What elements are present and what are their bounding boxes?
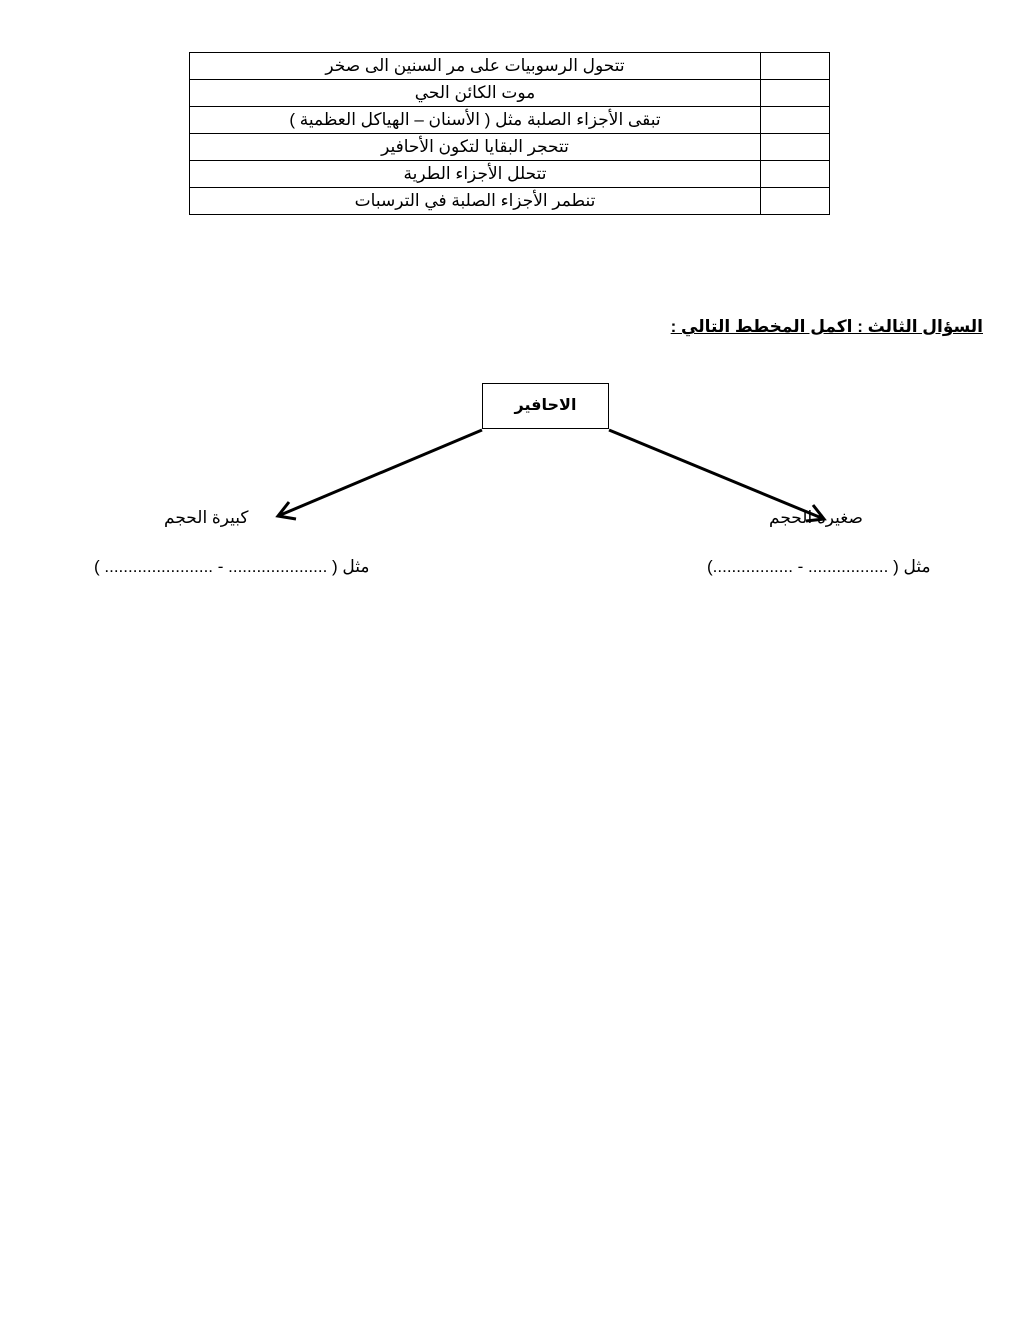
step-text: تبقى الأجزاء الصلبة مثل ( الأسنان – الهياكل العظمية ) [190,107,761,134]
step-text: تتحلل الأجزاء الطرية [190,161,761,188]
small-size-label: صغيرة الحجم [769,508,863,527]
step-text: موت الكائن الحي [190,80,761,107]
small-size-example[interactable]: مثل ( ................. - .................) [707,557,931,576]
question-three-title: السؤال الثالث : اكمل المخطط التالي : [670,317,983,336]
step-text: تتحجر البقايا لتكون الأحافير [190,134,761,161]
large-size-example[interactable]: مثل ( ..................... - ....................... ) [94,557,370,576]
fossils-root-box: الاحافير [482,383,609,429]
left-arrow [278,430,482,519]
step-text: تتحول الرسوبيات على مر السنين الى صخر [190,53,761,80]
large-size-label: كبيرة الحجم [164,508,249,527]
step-text: تنطمر الأجزاء الصلبة في الترسبات [190,188,761,215]
